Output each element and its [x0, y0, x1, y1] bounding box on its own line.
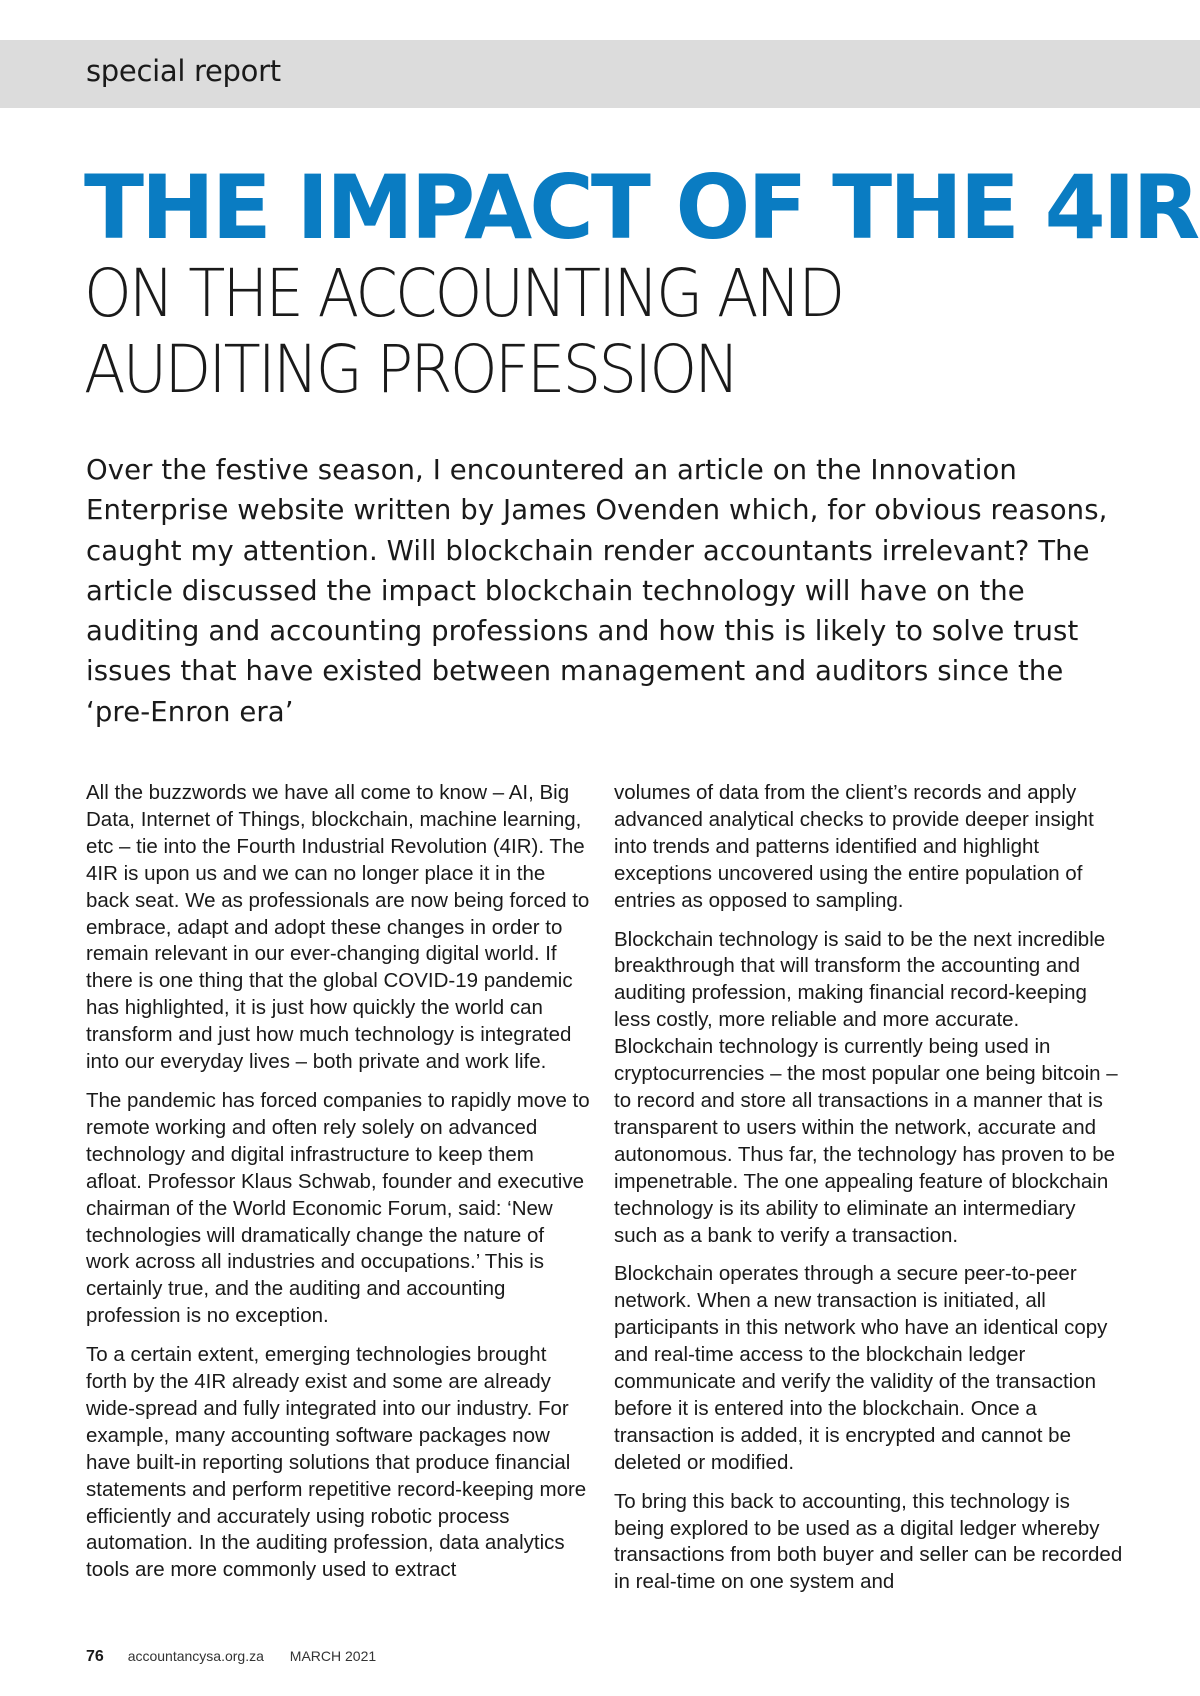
- article-subtitle-line-2: AUDITING PROFESSION: [84, 331, 738, 408]
- article-subtitle-line-1: ON THE ACCOUNTING AND: [84, 255, 843, 332]
- body-paragraph: volumes of data from the client’s records and apply advanced analytical checks to provide deeper insight into trends and patterns identified and highlight exceptions uncovered using the entire population of entries as opposed to sampling.: [614, 781, 1094, 912]
- section-label: special report: [86, 54, 281, 88]
- body-paragraph: All the buzzwords we have all come to know – AI, Big Data, Internet of Things, blockchain, machine learning, etc – tie into the Fourth Industrial Revolution (4IR). The 4IR is upon us and we can no longer place it in the back seat. We as professionals are now being forced to embrace, adapt and adopt these changes in order to remain relevant in our ever-changing digital world. If there is one thing that the global COVID-19 pandemic has highlighted, it is just how quickly the world can transform and just how much technology is integrated into our everyday lives – both private and work life.: [86, 781, 590, 1074]
- page-number: 76: [86, 1648, 104, 1665]
- body-paragraph: Blockchain operates through a secure peer-to-peer network. When a new transaction is initiated, all participants in this network who have an identical copy and real-time access to the blockchain ledger communicate and verify the validity of the transaction before it is entered into the blockchain. Once a transaction is added, it is encrypted and cannot be deleted or modified.: [614, 1262, 1108, 1474]
- article-intro: Over the festive season, I encountered an article on the Innovation Enterprise website written by James Ovenden which, for obvious reasons, caught my attention. Will blockchain render accountants irrelevant? The article discussed the impact blockchain technology will have on the auditing and accounting professions and how this is likely to solve trust issues that have existed between management and auditors since the ‘pre-Enron era’: [86, 454, 1108, 728]
- article-title: THE IMPACT OF THE 4IR: [84, 156, 1198, 259]
- body-column-left: [86, 780, 591, 1596]
- article-subtitle: [84, 256, 1134, 408]
- body-column-right: [614, 780, 1124, 1608]
- footer-issue-date: MARCH 2021: [289, 1648, 377, 1664]
- page-footer: [86, 1648, 376, 1666]
- body-paragraph: To bring this back to accounting, this technology is being explored to be used as a digital ledger whereby transactions from both buyer and seller can be recorded in real-time on one system and: [614, 1489, 1123, 1594]
- body-paragraph: Blockchain technology is said to be the next incredible breakthrough that will transform the accounting and auditing profession, making financial record-keeping less costly, more reliable and more accurate. Blockchain technology is currently being used in cryptocurrencies – the most popular one being bitcoin – to record and store all transactions in a manner that is transparent to users within the network, accurate and autonomous. Thus far, the technology has proven to be impenetrable. The one appealing feature of blockchain technology is its ability to eliminate an intermediary such as a bank to verify a transaction.: [614, 927, 1118, 1247]
- footer-website-link[interactable]: accountancysa.org.za: [127, 1648, 264, 1664]
- body-paragraph: The pandemic has forced companies to rapidly move to remote working and often rely solely on advanced technology and digital infrastructure to keep them afloat. Professor Klaus Schwab, founder and executive chairman of the World Economic Forum, said: ‘New technologies will dramatically change the nature of work across all industries and occupations.’ This is certainly true, and the auditing and accounting profession is no exception.: [86, 1088, 590, 1328]
- body-paragraph: To a certain extent, emerging technologies brought forth by the 4IR already exist and some are already wide-spread and fully integrated into our industry. For example, many accounting software packages now have built-in reporting solutions that produce financial statements and perform repetitive record-keeping more efficiently and accurately using robotic process automation. In the auditing profession, data analytics tools are more commonly used to extract: [86, 1343, 587, 1582]
